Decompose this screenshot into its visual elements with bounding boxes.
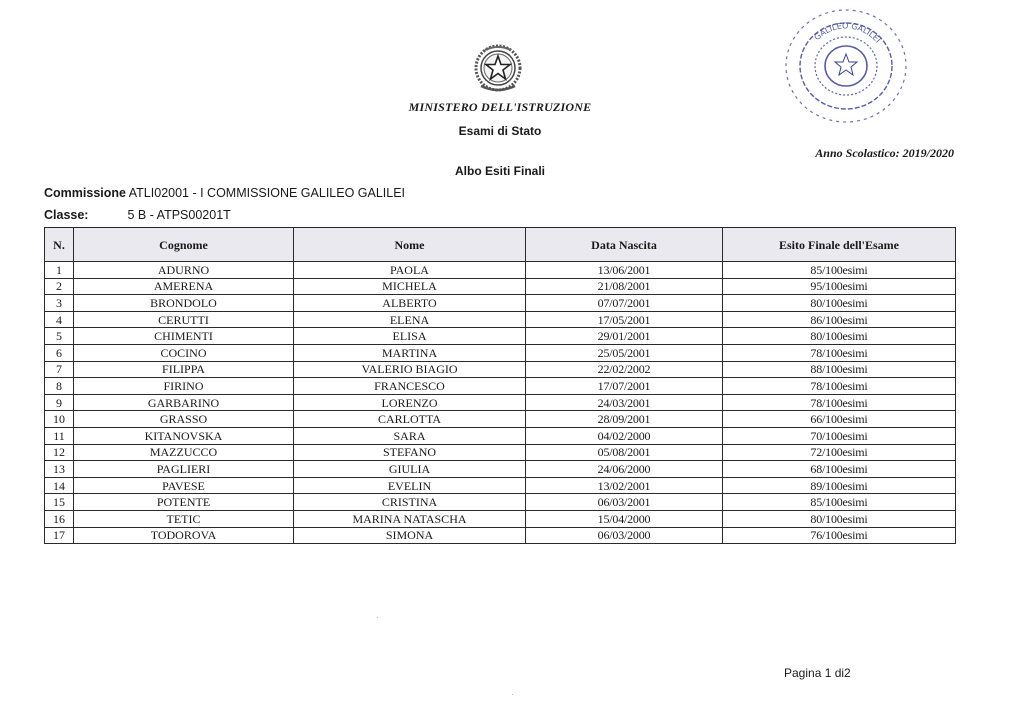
birth-date-cell: 06/03/2001: [526, 494, 723, 511]
surname-cell: CERUTTI: [74, 311, 294, 328]
surname-cell: TETIC: [74, 510, 294, 527]
final-result-cell: 76/100esimi: [723, 527, 956, 544]
birth-date-cell: 17/05/2001: [526, 311, 723, 328]
surname-cell: GRASSO: [74, 411, 294, 428]
birth-date-cell: 04/02/2000: [526, 427, 723, 444]
name-cell: FRANCESCO: [294, 378, 526, 395]
commission-line: [44, 186, 405, 200]
name-cell: ALBERTO: [294, 295, 526, 312]
birth-date-cell: 07/07/2001: [526, 295, 723, 312]
row-number: 3: [45, 295, 74, 312]
final-result-cell: 89/100esimi: [723, 477, 956, 494]
table-row: [45, 278, 956, 295]
final-result-cell: 70/100esimi: [723, 427, 956, 444]
table-header-row: [45, 228, 956, 262]
column-header-birth-date: Data Nascita: [526, 228, 723, 262]
table-row: [45, 427, 956, 444]
final-result-cell: 78/100esimi: [723, 394, 956, 411]
surname-cell: KITANOVSKA: [74, 427, 294, 444]
name-cell: SIMONA: [294, 527, 526, 544]
table-row: [45, 394, 956, 411]
surname-cell: PAVESE: [74, 477, 294, 494]
name-cell: PAOLA: [294, 262, 526, 279]
name-cell: GIULIA: [294, 461, 526, 478]
row-number: 4: [45, 311, 74, 328]
document-subtitle: Esami di Stato: [458, 124, 542, 138]
row-number: 14: [45, 477, 74, 494]
table-row: [45, 461, 956, 478]
row-number: 1: [45, 262, 74, 279]
birth-date-cell: 25/05/2001: [526, 344, 723, 361]
name-cell: SARA: [294, 427, 526, 444]
svg-text:GALILEO GALILEI: GALILEO GALILEI: [812, 21, 883, 45]
name-cell: CRISTINA: [294, 494, 526, 511]
birth-date-cell: 21/08/2001: [526, 278, 723, 295]
table-row: [45, 328, 956, 345]
row-number: 17: [45, 527, 74, 544]
final-result-cell: 68/100esimi: [723, 461, 956, 478]
final-result-cell: 66/100esimi: [723, 411, 956, 428]
name-cell: CARLOTTA: [294, 411, 526, 428]
final-result-cell: 88/100esimi: [723, 361, 956, 378]
row-number: 16: [45, 510, 74, 527]
class-value: 5 B - ATPS00201T: [127, 208, 231, 222]
birth-date-cell: 05/08/2001: [526, 444, 723, 461]
final-result-cell: 80/100esimi: [723, 295, 956, 312]
class-line: [44, 208, 231, 222]
scan-speck: [377, 617, 378, 618]
commission-value: ATLI02001 - I COMMISSIONE GALILEO GALILEI: [128, 186, 406, 200]
name-cell: ELISA: [294, 328, 526, 345]
final-result-cell: 80/100esimi: [723, 328, 956, 345]
table-row: [45, 510, 956, 527]
scan-speck: [512, 694, 513, 695]
row-number: 8: [45, 378, 74, 395]
final-result-cell: 86/100esimi: [723, 311, 956, 328]
name-cell: LORENZO: [294, 394, 526, 411]
name-cell: STEFANO: [294, 444, 526, 461]
birth-date-cell: 29/01/2001: [526, 328, 723, 345]
name-cell: ELENA: [294, 311, 526, 328]
table-row: [45, 378, 956, 395]
name-cell: MICHELA: [294, 278, 526, 295]
name-cell: MARTINA: [294, 344, 526, 361]
surname-cell: MAZZUCCO: [74, 444, 294, 461]
name-cell: VALERIO BIAGIO: [294, 361, 526, 378]
surname-cell: POTENTE: [74, 494, 294, 511]
table-row: [45, 262, 956, 279]
birth-date-cell: 28/09/2001: [526, 411, 723, 428]
surname-cell: CHIMENTI: [74, 328, 294, 345]
surname-cell: BRONDOLO: [74, 295, 294, 312]
birth-date-cell: 17/07/2001: [526, 378, 723, 395]
final-result-cell: 78/100esimi: [723, 378, 956, 395]
table-body: [45, 262, 956, 544]
table-row: [45, 527, 956, 544]
page-number: Pagina 1 di2: [784, 666, 851, 680]
class-label: Classe:: [44, 208, 89, 222]
name-cell: MARINA NATASCHA: [294, 510, 526, 527]
row-number: 9: [45, 394, 74, 411]
row-number: 13: [45, 461, 74, 478]
row-number: 2: [45, 278, 74, 295]
row-number: 6: [45, 344, 74, 361]
school-year-label: Anno Scolastico:: [815, 146, 900, 160]
ministry-name: MINISTERO DELL'ISTRUZIONE: [408, 100, 592, 114]
final-result-cell: 85/100esimi: [723, 262, 956, 279]
column-header-name: Nome: [294, 228, 526, 262]
row-number: 15: [45, 494, 74, 511]
row-number: 5: [45, 328, 74, 345]
surname-cell: FIRINO: [74, 378, 294, 395]
column-header-number: N.: [45, 228, 74, 262]
column-header-final-result: Esito Finale dell'Esame: [723, 228, 956, 262]
table-row: [45, 411, 956, 428]
document-title: Albo Esiti Finali: [454, 164, 545, 178]
commission-label: Commissione: [44, 186, 126, 200]
birth-date-cell: 24/06/2000: [526, 461, 723, 478]
row-number: 10: [45, 411, 74, 428]
birth-date-cell: 13/02/2001: [526, 477, 723, 494]
surname-cell: GARBARINO: [74, 394, 294, 411]
table-row: [45, 444, 956, 461]
surname-cell: COCINO: [74, 344, 294, 361]
school-year-value: 2019/2020: [902, 146, 954, 160]
surname-cell: FILIPPA: [74, 361, 294, 378]
birth-date-cell: 06/03/2000: [526, 527, 723, 544]
final-result-cell: 80/100esimi: [723, 510, 956, 527]
final-result-cell: 78/100esimi: [723, 344, 956, 361]
row-number: 12: [45, 444, 74, 461]
final-result-cell: 72/100esimi: [723, 444, 956, 461]
school-year: [815, 146, 954, 161]
surname-cell: ADURNO: [74, 262, 294, 279]
surname-cell: AMERENA: [74, 278, 294, 295]
table-row: [45, 295, 956, 312]
results-table: [44, 227, 956, 544]
surname-cell: PAGLIERI: [74, 461, 294, 478]
table-row: [45, 494, 956, 511]
row-number: 7: [45, 361, 74, 378]
birth-date-cell: 15/04/2000: [526, 510, 723, 527]
table-row: [45, 477, 956, 494]
surname-cell: TODOROVA: [74, 527, 294, 544]
final-result-cell: 95/100esimi: [723, 278, 956, 295]
name-cell: EVELIN: [294, 477, 526, 494]
birth-date-cell: 24/03/2001: [526, 394, 723, 411]
birth-date-cell: 22/02/2002: [526, 361, 723, 378]
table-row: [45, 344, 956, 361]
italian-republic-emblem-icon: [471, 42, 525, 96]
row-number: 11: [45, 427, 74, 444]
table-row: [45, 361, 956, 378]
column-header-surname: Cognome: [74, 228, 294, 262]
birth-date-cell: 13/06/2001: [526, 262, 723, 279]
table-row: [45, 311, 956, 328]
final-result-cell: 85/100esimi: [723, 494, 956, 511]
